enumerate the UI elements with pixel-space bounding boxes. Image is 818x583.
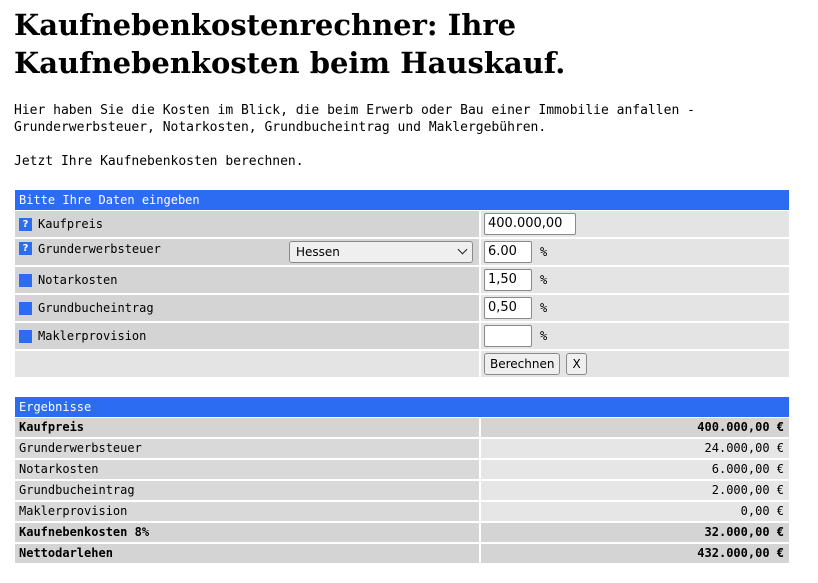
form-row-notarkosten — [15, 267, 789, 293]
form-row-grundbucheintrag — [15, 295, 789, 321]
form-row-grunderwerbsteuer — [15, 239, 789, 265]
form-input-cell — [481, 211, 789, 237]
table-row — [15, 439, 789, 458]
input-form — [15, 211, 789, 379]
notarkosten-label: Notarkosten — [38, 273, 118, 287]
result-value: 32.000,00 € — [481, 523, 789, 542]
grundbucheintrag-input[interactable]: 0,50 — [484, 297, 532, 319]
calculate-button[interactable]: Berechnen — [484, 353, 560, 375]
result-label: Kaufnebenkosten 8% — [15, 523, 479, 542]
form-label-cell — [15, 211, 479, 237]
grunderwerbsteuer-label: Grunderwerbsteuer — [38, 242, 161, 256]
percent-label: % — [540, 273, 548, 287]
result-value: 2.000,00 € — [481, 481, 789, 500]
notarkosten-input[interactable]: 1,50 — [484, 269, 532, 291]
form-label-cell — [15, 351, 479, 377]
call-to-action-text: Jetzt Ihre Kaufnebenkosten berechnen. — [14, 154, 304, 169]
result-label: Maklerprovision — [15, 502, 479, 521]
kaufpreis-input[interactable]: 400.000,00 — [484, 213, 576, 235]
result-value: 400.000,00 € — [481, 418, 789, 437]
table-row — [15, 502, 789, 521]
percent-label: % — [540, 329, 548, 343]
results-table — [15, 418, 789, 565]
table-row — [15, 418, 789, 437]
percent-label: % — [540, 301, 548, 315]
grundbucheintrag-label: Grundbucheintrag — [38, 301, 154, 315]
reset-button[interactable]: X — [566, 353, 586, 375]
maklerprovision-input[interactable] — [484, 325, 532, 347]
percent-label: % — [540, 245, 548, 259]
table-row — [15, 460, 789, 479]
form-label-cell — [15, 323, 479, 349]
result-label: Grundbucheintrag — [15, 481, 479, 500]
table-row — [15, 544, 789, 563]
results-header: Ergebnisse — [15, 397, 789, 417]
table-row — [15, 481, 789, 500]
help-icon[interactable]: ? — [19, 242, 32, 255]
form-input-cell — [481, 295, 789, 321]
form-header: Bitte Ihre Daten eingeben — [15, 190, 789, 210]
result-value: 432.000,00 € — [481, 544, 789, 563]
chevron-down-icon — [458, 245, 468, 255]
form-label-cell — [15, 295, 479, 321]
bullet-square-icon — [19, 302, 32, 315]
page-title: Kaufnebenkostenrechner: Ihre Kaufnebenkosten beim Hauskauf. — [14, 8, 566, 80]
state-select-value: Hessen — [296, 245, 340, 259]
grunderwerbsteuer-input[interactable]: 6.00 — [484, 241, 532, 263]
form-input-cell — [481, 323, 789, 349]
bullet-square-icon — [19, 274, 32, 287]
form-label-cell — [15, 239, 479, 265]
form-row-maklerprovision — [15, 323, 789, 349]
result-label: Kaufpreis — [15, 418, 479, 437]
form-row-kaufpreis — [15, 211, 789, 237]
result-label: Nettodarlehen — [15, 544, 479, 563]
result-value: 0,00 € — [481, 502, 789, 521]
maklerprovision-label: Maklerprovision — [38, 329, 147, 343]
form-input-cell — [481, 239, 789, 265]
form-input-cell — [481, 267, 789, 293]
help-icon[interactable]: ? — [19, 218, 32, 231]
table-row — [15, 523, 789, 542]
result-label: Grunderwerbsteuer — [15, 439, 479, 458]
result-value: 6.000,00 € — [481, 460, 789, 479]
form-label-cell — [15, 267, 479, 293]
kaufpreis-label: Kaufpreis — [38, 217, 104, 231]
form-row-actions — [15, 351, 789, 377]
bullet-square-icon — [19, 330, 32, 343]
result-label: Notarkosten — [15, 460, 479, 479]
intro-text: Hier haben Sie die Kosten im Blick, die beim Erwerb oder Bau einer Immobilie anfallen - Grunderwerbsteuer, Notarkosten, Grundbucheintrag und Maklergebühren. — [14, 103, 695, 135]
state-select[interactable] — [289, 241, 473, 263]
result-value: 24.000,00 € — [481, 439, 789, 458]
form-input-cell — [481, 351, 789, 377]
